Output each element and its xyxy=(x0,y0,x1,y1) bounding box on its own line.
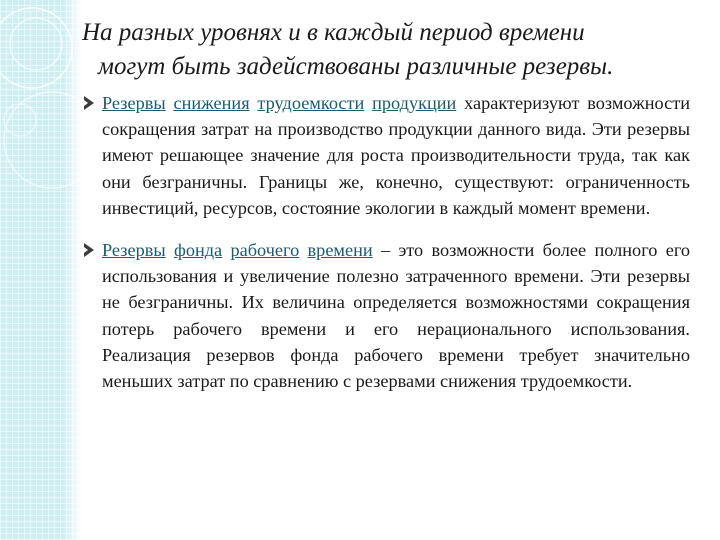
link-products[interactable]: продукции xyxy=(372,93,457,113)
link-labor-intensity[interactable]: трудоемкости xyxy=(257,93,365,113)
bullet-item-labor-intensity xyxy=(82,90,690,221)
bullet-list xyxy=(82,90,690,410)
title-line-1: На разных уровнях и в каждый период времени xyxy=(82,19,585,46)
link-reduction[interactable]: снижения xyxy=(173,93,250,113)
link-fund[interactable]: фонда xyxy=(173,240,223,261)
bullet-text-2: – это возможности более полного его использования и увеличение полезно затраченного времени. Эти резервы не безграничны. Их величина определяется возможностями сокращения потерь рабочего времени и его нерационального использования. Реализация резервов фонда рабочего времени требует значительно меньших затрат по сравнению с резервами снижения трудоемкости. xyxy=(102,240,690,392)
title-line-2: могут быть задействованы различные резервы. xyxy=(98,53,614,80)
bullet-item-work-time-fund xyxy=(82,237,690,394)
bullet-text: характеризуют возможности сокращения затрат на производство продукции данного вида. Эти резервы имеют решающее значение для роста производительности труда, так как они безграничны. Границы же, конечно, существуют: ограниченность инвестиций, ресурсов, состояние экологии в каждый момент времени. xyxy=(102,93,690,218)
arrow-bullet-icon xyxy=(84,243,94,257)
slide-title xyxy=(82,16,702,84)
arrow-bullet-icon xyxy=(84,96,94,110)
link-reserves-2[interactable]: Резервы xyxy=(102,240,166,261)
link-working[interactable]: рабочего xyxy=(230,240,300,261)
link-reserves[interactable]: Резервы xyxy=(102,93,166,113)
link-time[interactable]: времени xyxy=(307,240,373,261)
